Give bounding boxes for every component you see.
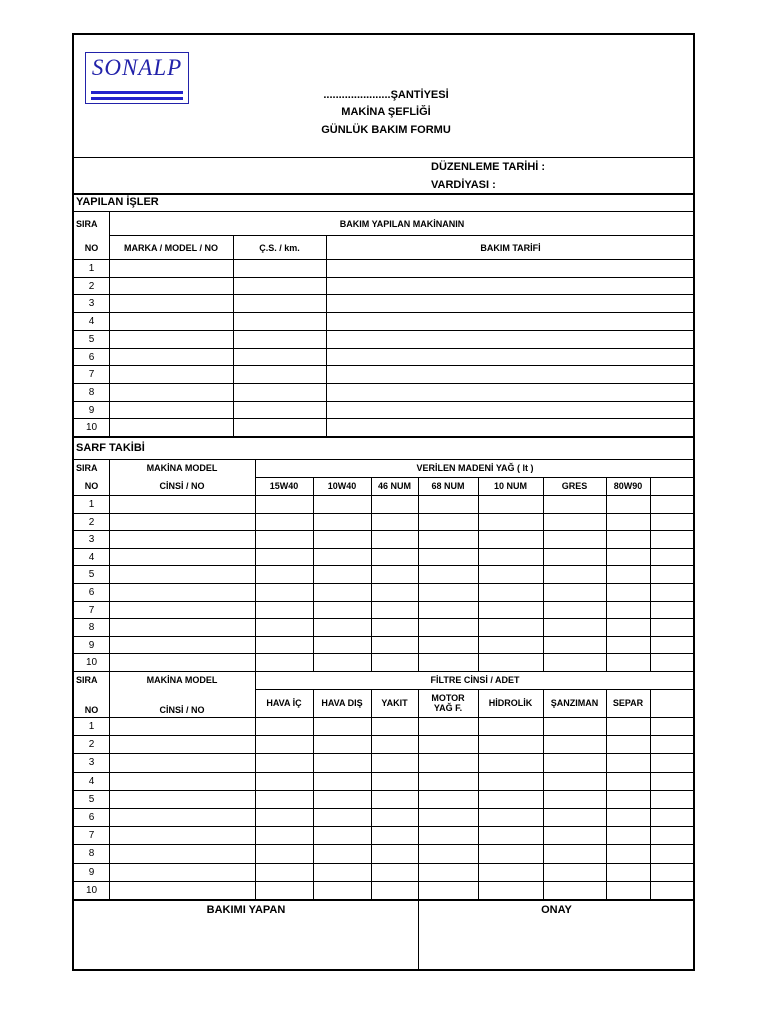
row-number: 6 bbox=[88, 812, 95, 823]
cinsi-no-label: CİNSİ / NO bbox=[159, 481, 205, 491]
row-number: 8 bbox=[88, 848, 95, 860]
row-number: 10 bbox=[85, 657, 98, 669]
row-number: 3 bbox=[88, 534, 95, 546]
row-number: 3 bbox=[88, 298, 95, 310]
divider bbox=[74, 618, 693, 619]
section-title-sarf-takibi: SARF TAKİBİ bbox=[76, 442, 145, 454]
sira-label: SIRA bbox=[76, 218, 98, 229]
divider bbox=[543, 689, 544, 899]
col-hava-di: HAVA DIŞ bbox=[321, 698, 363, 708]
divider bbox=[650, 477, 651, 671]
col-yakit: YAKIT bbox=[381, 698, 408, 708]
row-number: 10 bbox=[85, 422, 98, 434]
divider bbox=[74, 565, 693, 566]
divider bbox=[543, 477, 544, 671]
divider bbox=[74, 418, 693, 419]
sira-label: SIRA bbox=[76, 463, 98, 473]
divider bbox=[74, 717, 693, 718]
row-number: 5 bbox=[88, 569, 95, 581]
filter-group-header: FİLTRE CİNSİ / ADET bbox=[430, 675, 520, 685]
site-title: ......................ŞANTİYESİ bbox=[323, 89, 449, 101]
form-title: GÜNLÜK BAKIM FORMU bbox=[321, 124, 451, 136]
divider bbox=[478, 689, 479, 899]
row-number: 6 bbox=[88, 587, 95, 598]
group-header: BAKIM YAPILAN MAKİNANIN bbox=[339, 218, 465, 229]
divider bbox=[418, 477, 419, 671]
bakimi-yapan-label: BAKIMI YAPAN bbox=[206, 904, 286, 916]
row-number: 1 bbox=[88, 499, 95, 510]
row-number: 6 bbox=[88, 351, 95, 363]
row-number: 7 bbox=[88, 830, 95, 842]
divider bbox=[74, 548, 693, 549]
divider bbox=[371, 477, 372, 671]
divider bbox=[74, 753, 693, 754]
divider bbox=[313, 689, 314, 899]
col-hi-droli-k: HİDROLİK bbox=[488, 698, 533, 708]
sira-label: SIRA bbox=[76, 675, 98, 685]
shift-label: VARDİYASI : bbox=[431, 179, 496, 191]
divider bbox=[74, 157, 693, 158]
oil-group-header: VERİLEN MADENİ YAĞ ( lt ) bbox=[416, 463, 534, 473]
divider bbox=[418, 899, 419, 971]
row-number: 2 bbox=[88, 739, 95, 751]
row-number: 7 bbox=[88, 369, 95, 381]
no-label: NO bbox=[84, 242, 99, 253]
divider bbox=[74, 277, 693, 278]
divider bbox=[109, 211, 110, 436]
no-label: NO bbox=[84, 705, 99, 715]
divider bbox=[74, 863, 693, 864]
col-separ: SEPAR bbox=[612, 698, 644, 708]
row-number: 4 bbox=[88, 775, 95, 787]
divider bbox=[255, 671, 256, 899]
divider bbox=[371, 689, 372, 899]
col-marka: MARKA / MODEL / NO bbox=[124, 242, 218, 253]
row-number: 4 bbox=[88, 551, 95, 563]
divider bbox=[74, 513, 693, 514]
col-46-num: 46 NUM bbox=[377, 481, 411, 491]
row-number: 5 bbox=[88, 333, 95, 345]
divider bbox=[255, 459, 256, 671]
divider bbox=[74, 383, 693, 384]
divider bbox=[74, 330, 693, 331]
divider bbox=[74, 826, 693, 827]
divider bbox=[478, 477, 479, 671]
sonalp-logo bbox=[85, 52, 189, 104]
divider bbox=[606, 477, 607, 671]
logo-bar-2 bbox=[91, 97, 183, 100]
col-anziman: ŞANZIMAN bbox=[550, 698, 599, 708]
divider bbox=[109, 671, 110, 899]
col-10-num: 10 NUM bbox=[493, 481, 527, 491]
divider bbox=[74, 365, 693, 366]
divider bbox=[606, 689, 607, 899]
maintenance-form bbox=[72, 33, 695, 971]
row-number: 1 bbox=[88, 721, 95, 732]
col-80w90: 80W90 bbox=[613, 481, 643, 491]
row-number: 8 bbox=[88, 622, 95, 634]
row-number: 5 bbox=[88, 793, 95, 805]
row-number: 2 bbox=[88, 280, 95, 292]
section-title-yapilan-isler: YAPILAN İŞLER bbox=[76, 196, 159, 208]
col-motor-ya-f: MOTOR YAĞ F. bbox=[431, 693, 465, 713]
divider bbox=[418, 689, 419, 899]
divider bbox=[326, 235, 327, 436]
divider bbox=[74, 790, 693, 791]
row-number: 9 bbox=[88, 404, 95, 416]
logo-text: SONALP bbox=[91, 55, 183, 80]
row-number: 1 bbox=[88, 263, 95, 274]
cinsi-no-label: CİNSİ / NO bbox=[159, 705, 205, 715]
divider bbox=[233, 235, 234, 436]
onay-label: ONAY bbox=[541, 904, 572, 916]
divider bbox=[74, 530, 693, 531]
divider bbox=[74, 735, 693, 736]
row-number: 10 bbox=[85, 884, 98, 896]
divider bbox=[650, 689, 651, 899]
row-number: 3 bbox=[88, 757, 95, 769]
divider bbox=[74, 808, 693, 809]
divider bbox=[74, 193, 693, 195]
divider bbox=[74, 844, 693, 845]
row-number: 9 bbox=[88, 639, 95, 651]
divider bbox=[74, 348, 693, 349]
logo-bar-1 bbox=[91, 91, 183, 94]
col-gres: GRES bbox=[561, 481, 588, 491]
row-number: 4 bbox=[88, 316, 95, 328]
makina-model-label: MAKİNA MODEL bbox=[146, 463, 218, 473]
divider bbox=[74, 436, 693, 438]
divider bbox=[109, 459, 110, 671]
col-cs-km: Ç.S. / km. bbox=[259, 242, 300, 253]
divider bbox=[74, 495, 693, 496]
makina-model-label: MAKİNA MODEL bbox=[146, 675, 218, 685]
divider bbox=[74, 772, 693, 773]
row-number: 8 bbox=[88, 386, 95, 398]
date-label: DÜZENLEME TARİHİ : bbox=[431, 161, 546, 173]
col-hava-i: HAVA İÇ bbox=[266, 698, 302, 708]
no-label: NO bbox=[84, 481, 99, 491]
col-68-num: 68 NUM bbox=[431, 481, 465, 491]
divider bbox=[74, 294, 693, 295]
row-number: 7 bbox=[88, 604, 95, 616]
department-title: MAKİNA ŞEFLİĞİ bbox=[341, 106, 431, 118]
row-number: 2 bbox=[88, 516, 95, 528]
divider bbox=[74, 259, 693, 260]
divider bbox=[74, 583, 693, 584]
divider bbox=[74, 401, 693, 402]
divider bbox=[74, 636, 693, 637]
divider bbox=[74, 881, 693, 882]
col-15w40: 15W40 bbox=[269, 481, 299, 491]
col-bakim-tarifi: BAKIM TARİFİ bbox=[480, 242, 541, 253]
divider bbox=[313, 477, 314, 671]
row-number: 9 bbox=[88, 866, 95, 878]
col-10w40: 10W40 bbox=[327, 481, 357, 491]
divider bbox=[74, 312, 693, 313]
divider bbox=[74, 653, 693, 654]
divider bbox=[74, 601, 693, 602]
